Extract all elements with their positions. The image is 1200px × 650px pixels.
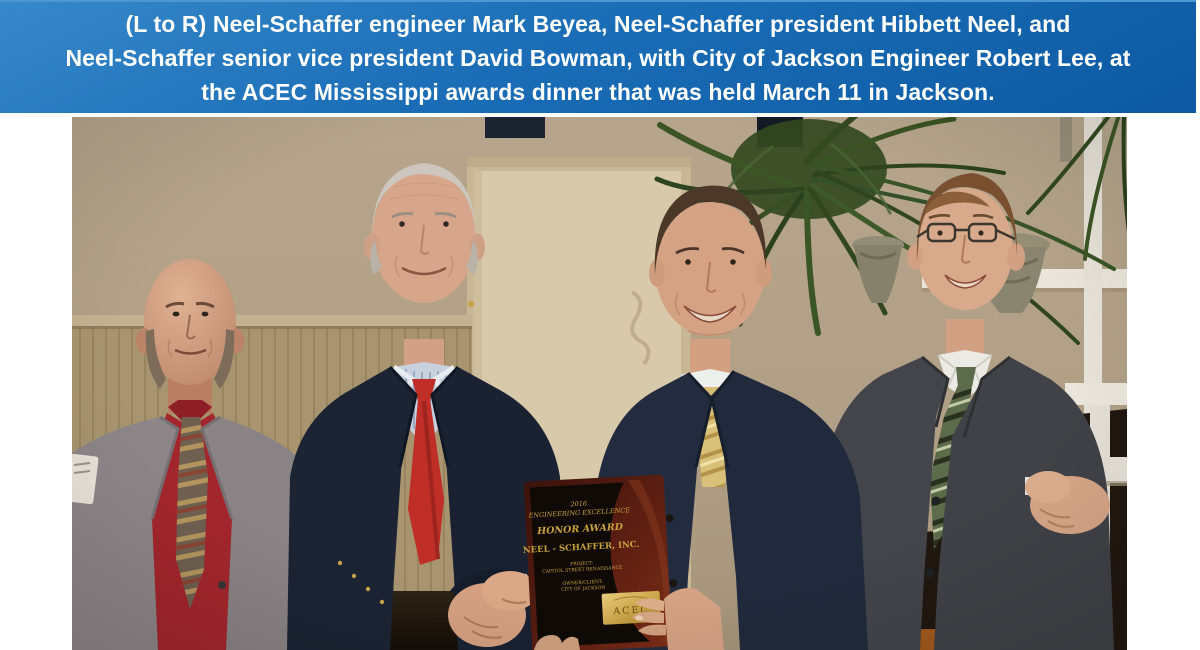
caption-line-1: (L to R) Neel-Schaffer engineer Mark Beyea, Neel-Schaffer president Hibbett Neel, and [125, 10, 1071, 37]
caption-banner [0, 0, 1196, 113]
caption-line-2: Neel-Schaffer senior vice president David Bowman, with City of Jackson Engineer Robert Lee, at [65, 44, 1131, 71]
caption-line-3: the ACEC Mississippi awards dinner that was held March 11 in Jackson. [201, 78, 995, 105]
awards-photo [72, 117, 1127, 650]
photo-vignette [72, 117, 1127, 650]
awards-photo-scene [72, 117, 1127, 650]
